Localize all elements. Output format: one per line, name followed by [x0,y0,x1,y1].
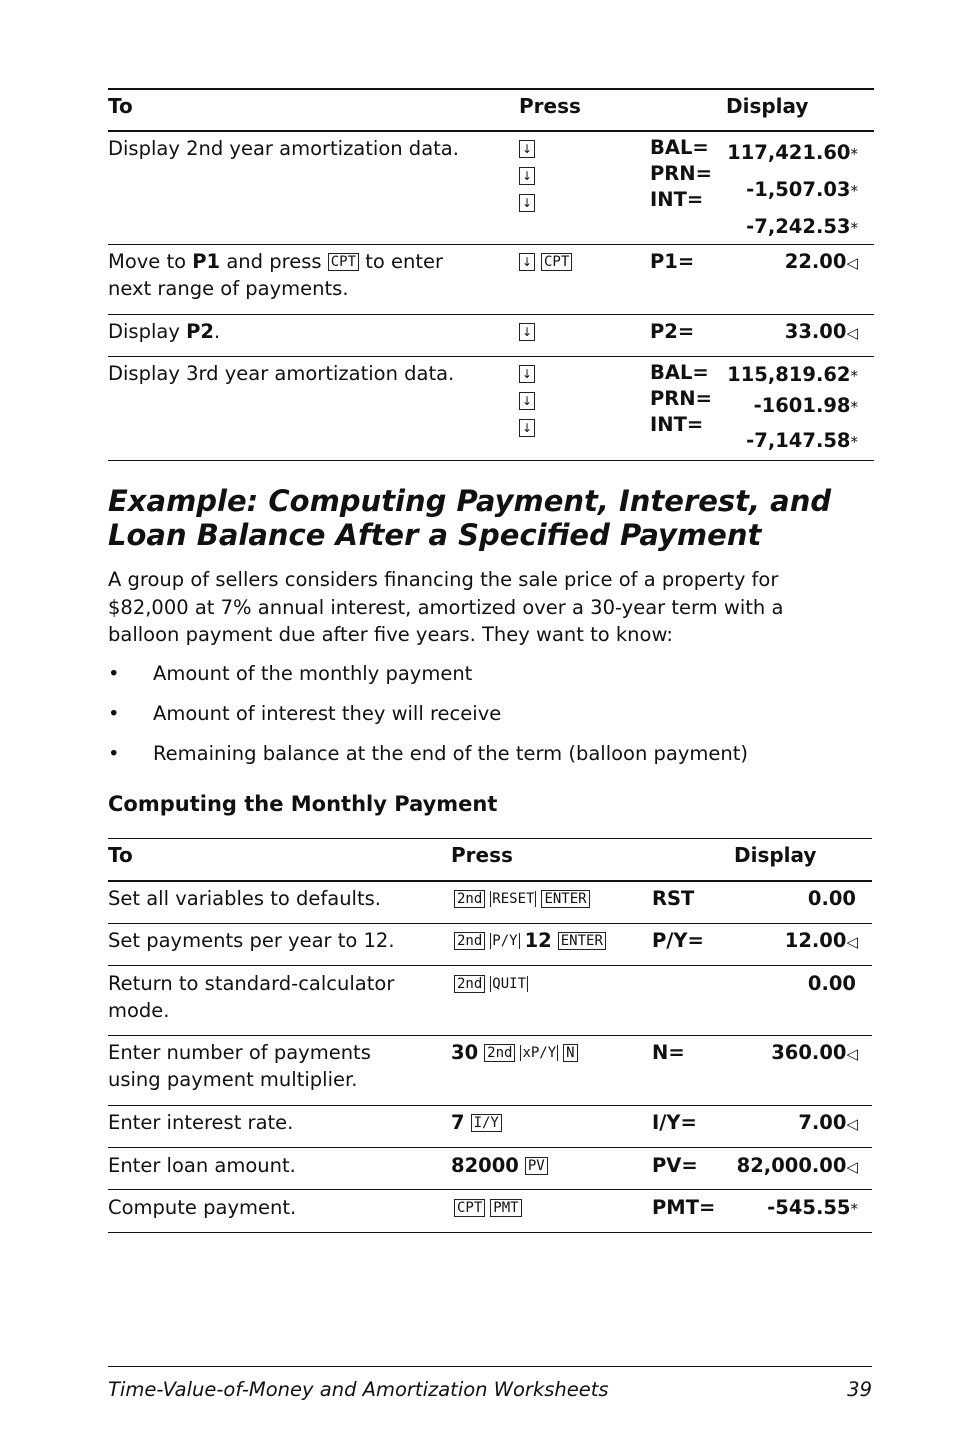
table1-row4-to: Display 3rd year amortization data. [108,362,455,385]
table2-row6-value: 82,000.00◁ [736,1154,858,1177]
table1-row2-value: 22.00◁ [784,250,858,273]
table2-row-rule [108,1189,872,1190]
2nd-key-icon: 2nd [454,932,485,950]
table2-row-rule [108,965,872,966]
table2-row1-to: Set all variables to defaults. [108,887,381,910]
table2-row5-press: 7 I/Y [451,1109,507,1136]
footer-rule [108,1366,872,1367]
entered-mark: ◁ [846,324,858,342]
table1-row1-values [700,135,858,246]
table2-row7-value: -545.55* [767,1196,858,1219]
display-value: 115,819.62 [727,363,851,386]
display-value: -7,242.53 [746,215,851,238]
2nd-key-icon: 2nd [454,890,485,908]
table2-row3-press [454,970,533,997]
computed-mark: * [850,367,858,385]
table2-row5-label: I/Y= [652,1111,697,1134]
table2-bottom-rule [108,1232,872,1233]
display-value: -1601.98 [753,394,851,417]
table1-row3-press [519,318,541,345]
table2-row3-value: 0.00 [807,972,856,995]
computed-mark: * [850,182,858,200]
display-label: PRN= [650,162,712,185]
table2-row-rule [108,923,872,924]
enter-key-icon: ENTER [558,932,606,950]
down-arrow-key-icon: ↓ [519,392,535,410]
table2-row5-value: 7.00◁ [798,1111,858,1134]
table2-header-rule [108,880,872,882]
computed-mark: * [850,433,858,451]
table1-row2-press [519,248,577,275]
down-arrow-key-icon: ↓ [519,253,535,271]
table2-row4-press: 30 2nd xP/Y N [451,1039,583,1066]
display-label: INT= [650,413,704,436]
table1-row1-press [519,135,541,216]
n-key-icon: N [563,1044,577,1062]
table2-row7-press [454,1194,527,1221]
table2-row4-label: N= [652,1041,685,1064]
down-arrow-key-icon: ↓ [519,365,535,383]
table2-row4-to: Enter number of payments using payment multiplier. [108,1041,371,1091]
reset-key-icon: RESET [492,891,535,907]
display-value: -1,507.03 [746,178,851,201]
table2-row4-value: 360.00◁ [771,1041,858,1064]
table2-row-rule [108,1105,872,1106]
quit-key-icon: QUIT [492,976,527,992]
table2-row5-to: Enter interest rate. [108,1111,294,1134]
cpt-key-icon: CPT [541,253,572,271]
2nd-key-icon: 2nd [484,1044,515,1062]
section-subheading: Computing the Monthly Payment [108,792,498,816]
table1-row4-press [519,360,541,441]
table2-row2-to: Set payments per year to 12. [108,929,395,952]
down-arrow-key-icon: ↓ [519,167,535,185]
bullet-icon: • [108,742,120,765]
2nd-key-icon: 2nd [454,975,485,993]
display-value: -7,147.58 [746,429,851,452]
table2-row7-label: PMT= [652,1196,716,1219]
table2-header-to: To [108,843,133,867]
table2-header-press: Press [451,843,513,867]
table2-row1-press [454,885,595,912]
table1-row4-values [700,360,858,457]
pmt-key-icon: PMT [490,1199,521,1217]
display-label: BAL= [650,361,709,384]
display-label: INT= [650,188,704,211]
table2-row6-press: 82000 PV [451,1152,553,1179]
display-value: 117,421.60 [727,141,851,164]
table2-row1-value: 0.00 [807,887,856,910]
table1-top-rule [108,88,874,90]
table1-header-press: Press [519,94,581,118]
table1-header-to: To [108,94,133,118]
computed-mark: * [850,219,858,237]
table1-row2-to: Move to P1 and press CPT to enter next range of payments. [108,250,444,300]
table2-row1-label: RST [652,887,695,910]
table1-row1-to: Display 2nd year amortization data. [108,137,459,160]
table1-row3-to: Display P2. [108,320,221,343]
table2-header-display: Display [734,843,817,867]
page-number: 39 [847,1378,872,1401]
table1-row2-label: P1= [650,250,695,273]
table2-row2-press: 2nd P/Y 12 ENTER [454,927,611,954]
computed-mark: * [850,398,858,416]
table1-row-rule [108,314,874,315]
table2-row2-label: P/Y= [652,929,704,952]
example-title: Example: Computing Payment, Interest, and Loan Balance After a Specified Payment [108,484,832,552]
table2-row7-to: Compute payment. [108,1196,297,1219]
pv-key-icon: PV [525,1157,548,1175]
table2-row6-label: PV= [652,1154,698,1177]
table1-row-rule [108,244,874,245]
table1-row3-label: P2= [650,320,695,343]
table2-row2-value: 12.00◁ [784,929,858,952]
down-arrow-key-icon: ↓ [519,419,535,437]
computed-mark: * [850,145,858,163]
footer-title: Time-Value-of-Money and Amortization Worksheets [108,1378,609,1401]
py-key-icon: P/Y [492,933,518,949]
display-label: BAL= [650,136,709,159]
enter-key-icon: ENTER [541,890,589,908]
bullet-icon: • [108,702,120,725]
table2-top-rule [108,838,872,839]
entered-mark: ◁ [846,254,858,272]
table2-row6-to: Enter loan amount. [108,1154,296,1177]
cpt-key-icon: CPT [328,253,359,271]
cpt-key-icon: CPT [454,1199,485,1217]
table1-bottom-rule [108,460,874,461]
table1-row-rule [108,356,874,357]
table2-row-rule [108,1147,872,1148]
intro-paragraph: A group of sellers considers financing the sale price of a property for $82,000 at 7% annual interest, amortized over a 30-year term with a balloon payment due after five years. They want to know: [108,568,784,646]
down-arrow-key-icon: ↓ [519,140,535,158]
display-label: PRN= [650,387,712,410]
xpy-key-icon: xP/Y [522,1045,557,1061]
down-arrow-key-icon: ↓ [519,323,535,341]
table2-row3-to: Return to standard-calculator mode. [108,972,395,1022]
down-arrow-key-icon: ↓ [519,194,535,212]
bullet-icon: • [108,662,120,685]
table2-row-rule [108,1035,872,1036]
table1-header-display: Display [726,94,809,118]
table1-header-rule [108,130,874,132]
iy-key-icon: I/Y [471,1114,502,1132]
table1-row3-value: 33.00◁ [784,320,858,343]
